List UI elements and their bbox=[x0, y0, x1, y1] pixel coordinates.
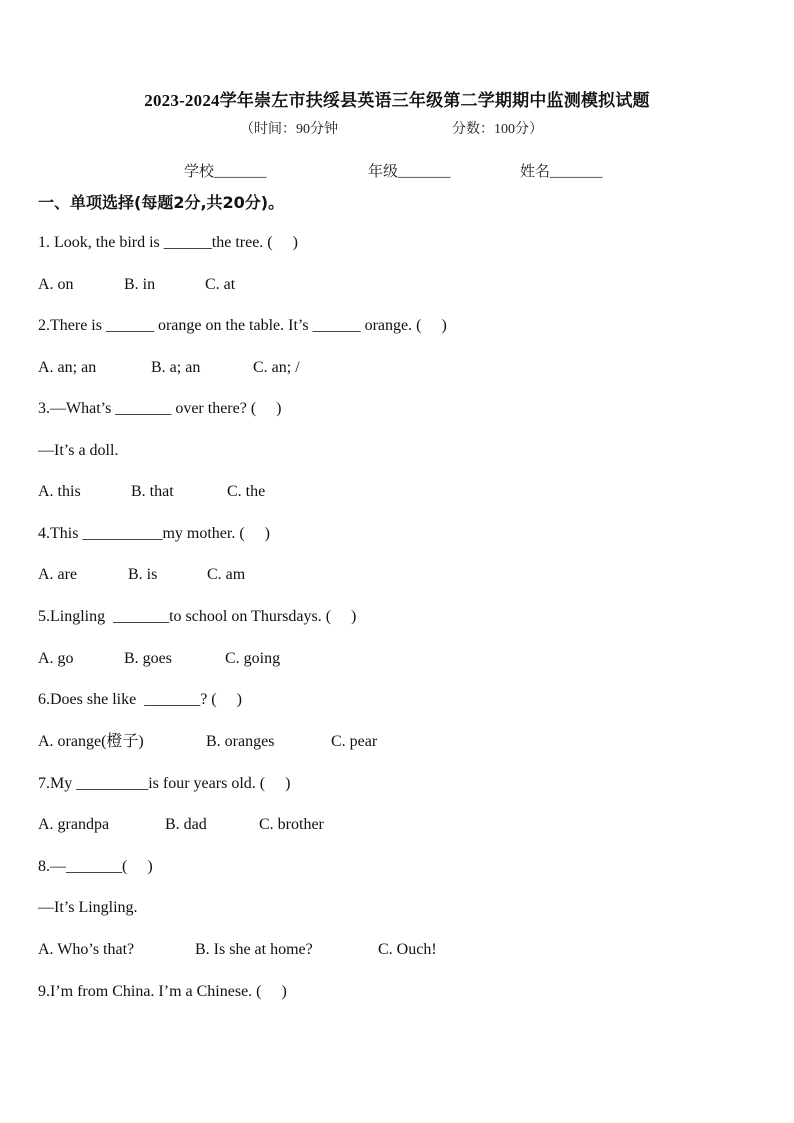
question-8-option-b[interactable]: B. Is she at home? bbox=[195, 941, 313, 958]
name-field[interactable]: 姓名_______ bbox=[520, 164, 603, 180]
question-2-stem: 2.There is ______ orange on the table. It’s ______ orange. ( ) bbox=[38, 317, 447, 334]
question-3-option-b[interactable]: B. that bbox=[131, 483, 174, 500]
page-title: 2023-2024学年崇左市扶绥县英语三年级第二学期期中监测模拟试题 bbox=[144, 91, 650, 110]
question-7-option-b[interactable]: B. dad bbox=[165, 816, 207, 833]
school-field[interactable]: 学校_______ bbox=[184, 164, 267, 180]
question-5-option-a[interactable]: A. go bbox=[38, 650, 74, 667]
question-6-option-a[interactable]: A. orange(橙子) bbox=[38, 733, 144, 750]
question-1-stem: 1. Look, the bird is ______the tree. ( ) bbox=[38, 234, 298, 251]
section-heading: 一、单项选择(每题2分,共20分)。 bbox=[38, 193, 285, 212]
question-2-option-a[interactable]: A. an; an bbox=[38, 359, 97, 376]
exam-score: 分数：100分） bbox=[452, 122, 543, 137]
question-4-stem: 4.This __________my mother. ( ) bbox=[38, 525, 270, 542]
question-1-option-b[interactable]: B. in bbox=[124, 276, 156, 293]
question-5-option-c[interactable]: C. going bbox=[225, 650, 281, 667]
question-5-option-b[interactable]: B. goes bbox=[124, 650, 172, 667]
question-8-option-a[interactable]: A. Who’s that? bbox=[38, 941, 135, 958]
grade-field[interactable]: 年级_______ bbox=[368, 164, 451, 180]
question-7-option-a[interactable]: A. grandpa bbox=[38, 816, 110, 833]
question-1-option-a[interactable]: A. on bbox=[38, 276, 74, 293]
question-1-option-c[interactable]: C. at bbox=[205, 276, 236, 293]
question-6-stem: 6.Does she like _______? ( ) bbox=[38, 691, 242, 708]
exam-time: （时间：90分钟 bbox=[240, 122, 338, 137]
question-7-option-c[interactable]: C. brother bbox=[259, 816, 324, 833]
question-6-option-b[interactable]: B. oranges bbox=[206, 733, 275, 750]
question-8-stem: 8.—_______( ) bbox=[38, 858, 153, 875]
question-2-option-b[interactable]: B. a; an bbox=[151, 359, 201, 376]
question-4-option-c[interactable]: C. am bbox=[207, 566, 246, 583]
question-4-option-a[interactable]: A. are bbox=[38, 566, 78, 583]
question-3-option-a[interactable]: A. this bbox=[38, 483, 81, 500]
question-3-stem: 3.—What’s _______ over there? ( ) bbox=[38, 400, 282, 417]
question-2-option-c[interactable]: C. an; / bbox=[253, 359, 300, 376]
question-7-stem: 7.My _________is four years old. ( ) bbox=[38, 775, 291, 792]
question-5-stem: 5.Lingling _______to school on Thursdays. ( ) bbox=[38, 608, 357, 625]
question-8-answer-line: —It’s Lingling. bbox=[38, 899, 138, 916]
question-9-stem: 9.I’m from China. I’m a Chinese. ( ) bbox=[38, 983, 287, 1000]
question-4-option-b[interactable]: B. is bbox=[128, 566, 158, 583]
question-3-answer-line: —It’s a doll. bbox=[38, 442, 119, 459]
question-6-option-c[interactable]: C. pear bbox=[331, 733, 378, 750]
question-3-option-c[interactable]: C. the bbox=[227, 483, 266, 500]
question-8-option-c[interactable]: C. Ouch! bbox=[378, 941, 437, 958]
